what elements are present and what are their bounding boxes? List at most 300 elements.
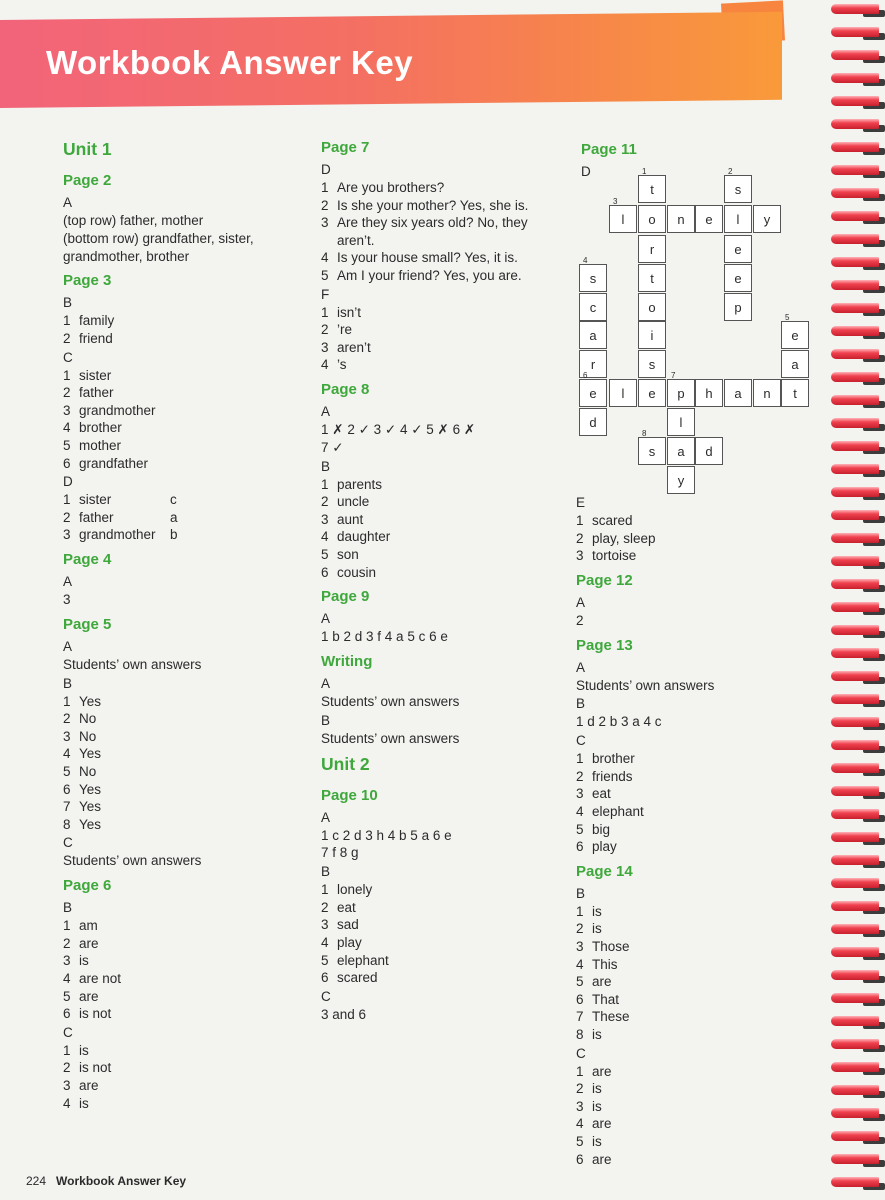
answer-line — [576, 785, 611, 803]
unit-heading: Unit 2 — [321, 753, 370, 774]
answer-number: 1 — [63, 918, 71, 934]
answer-line — [63, 1059, 111, 1077]
answer-number: 3 — [63, 527, 71, 543]
section-letter: B — [321, 864, 331, 880]
answer-number: 4 — [321, 935, 329, 950]
answer-line — [321, 321, 352, 339]
answer-number: 5 — [321, 547, 329, 562]
answer-word: is not — [79, 1060, 112, 1076]
crossword-letter: c — [589, 300, 597, 315]
section-letter: A — [63, 195, 73, 210]
answer-line — [321, 916, 359, 934]
answer-text: Students’ own answers — [63, 853, 202, 869]
answer-number: 3 — [321, 215, 329, 231]
answer-word: are — [79, 988, 99, 1004]
crossword-cell — [695, 379, 723, 407]
section-letter: C — [63, 835, 73, 851]
crossword-cell — [638, 235, 666, 263]
spiral-coil — [831, 73, 879, 83]
answer-line — [321, 339, 371, 357]
answer-line — [63, 455, 148, 473]
crossword-cell — [695, 205, 723, 233]
answer-text: 7 ✓ — [321, 439, 344, 455]
answer-line — [63, 710, 96, 728]
crossword-cell — [724, 167, 752, 203]
crossword-letter: y — [763, 212, 771, 227]
crossword-letter: n — [677, 212, 685, 227]
crossword-clue-number: 8 — [642, 429, 647, 438]
answer-word: is — [592, 921, 602, 937]
crossword-letter: d — [589, 415, 597, 430]
answer-number: 2 — [63, 1060, 71, 1076]
answer-line — [321, 969, 378, 987]
answer-word: That — [592, 991, 620, 1007]
answer-word: aren’t — [337, 339, 371, 355]
answer-word: sad — [337, 917, 359, 933]
answer-word: is — [592, 903, 602, 919]
spiral-coil — [831, 993, 879, 1003]
spiral-coil — [831, 50, 879, 60]
crossword-letter: s — [734, 182, 742, 197]
answer-word: scared — [337, 970, 378, 986]
answer-line — [576, 530, 656, 548]
crossword-letter: l — [679, 415, 683, 430]
spiral-coil — [831, 211, 879, 221]
answer-number: 3 — [63, 402, 71, 418]
crossword-letter: e — [734, 242, 742, 257]
crossword-clue-number: 2 — [728, 167, 733, 176]
crossword-letter: a — [589, 328, 597, 343]
answer-line — [576, 512, 633, 530]
answer-number: 2 — [576, 768, 584, 784]
answer-line — [576, 750, 635, 768]
crossword-letter: i — [650, 328, 654, 343]
crossword-letter: r — [649, 242, 655, 257]
crossword-cell — [609, 379, 637, 407]
crossword-cell — [667, 371, 695, 407]
answer-number: 4 — [576, 956, 584, 972]
crossword-clue-number: 7 — [671, 371, 676, 380]
answer-line — [321, 249, 518, 267]
answer-number: 2 — [321, 494, 329, 510]
answer-number: 3 — [576, 1098, 584, 1114]
answer-line — [63, 781, 101, 799]
crossword-cell — [638, 379, 666, 407]
answer-line — [321, 546, 359, 564]
answer-number: 4 — [63, 971, 71, 986]
answer-line — [576, 920, 602, 938]
section-letter: B — [63, 675, 73, 691]
answer-line — [63, 526, 178, 544]
page-number: 224 — [26, 1174, 47, 1188]
answer-number: 1 — [63, 367, 71, 383]
answer-text: Students’ own answers — [576, 677, 715, 693]
page-title: Workbook Answer Key — [46, 44, 414, 81]
answer-line — [63, 384, 114, 402]
answer-number: 1 — [576, 1063, 584, 1079]
spiral-coil — [831, 510, 879, 520]
answer-text: (top row) father, mother — [63, 213, 204, 228]
answer-line — [576, 803, 644, 821]
spiral-coil — [831, 27, 879, 37]
section-letter: A — [321, 611, 331, 627]
crossword-cell — [638, 429, 666, 465]
answer-word: Am I your friend? Yes, you are. — [337, 268, 522, 283]
answer-line — [63, 693, 101, 711]
crossword-letter: e — [705, 212, 713, 227]
section-letter: C — [63, 1024, 73, 1040]
answer-line — [321, 214, 528, 232]
answer-word: is — [592, 1134, 602, 1149]
answer-word: brother — [592, 751, 635, 767]
section-letter: B — [321, 458, 331, 474]
answer-number: 5 — [321, 268, 329, 283]
spiral-coil — [831, 809, 879, 819]
answer-line — [63, 816, 101, 834]
page-heading: Page 12 — [576, 571, 633, 589]
answer-word: Yes — [79, 799, 102, 815]
spiral-coil — [831, 648, 879, 658]
answer-number: 1 — [63, 313, 71, 329]
answer-line — [576, 768, 633, 786]
section-letter: C — [321, 988, 331, 1004]
answer-line — [576, 991, 619, 1009]
answer-word: big — [592, 821, 611, 837]
spiral-coil — [831, 1062, 879, 1072]
answer-number: 4 — [63, 420, 71, 436]
answer-line — [321, 881, 372, 899]
answer-number: 6 — [576, 1151, 584, 1167]
answer-word: play, sleep — [592, 530, 656, 546]
answer-line — [63, 952, 89, 970]
answer-word: son — [337, 547, 359, 562]
answer-number: 4 — [321, 357, 329, 373]
answer-number: 2 — [321, 322, 329, 338]
crossword-cell — [638, 293, 666, 321]
answer-line — [576, 1008, 630, 1026]
answer-number: 3 — [321, 511, 329, 527]
answer-line — [63, 491, 177, 509]
spiral-coil — [831, 533, 879, 543]
answer-number: 2 — [63, 385, 71, 401]
crossword-letter: a — [734, 386, 742, 401]
crossword-cell — [753, 205, 781, 233]
crossword-cell — [753, 379, 781, 407]
spiral-coil — [831, 947, 879, 957]
crossword-cell — [695, 437, 723, 465]
answer-line — [63, 970, 121, 988]
spiral-coil — [831, 303, 879, 313]
footer-label: Workbook Answer Key — [56, 1174, 187, 1188]
answer-word: am — [79, 918, 98, 934]
answer-text: Students’ own answers — [63, 656, 202, 672]
match-letter: b — [170, 527, 178, 543]
answer-word: cousin — [337, 564, 377, 580]
answer-word: Are you brothers? — [337, 180, 445, 195]
answer-line — [321, 493, 369, 511]
spiral-coil — [831, 556, 879, 566]
answer-line — [63, 419, 122, 437]
answer-number: 5 — [576, 1134, 584, 1149]
answer-line — [576, 903, 602, 921]
answer-continuation: aren’t. — [337, 232, 375, 248]
section-letter: A — [321, 809, 331, 825]
answer-number: 5 — [576, 821, 584, 837]
answer-number: 6 — [321, 564, 329, 580]
section-letter: C — [576, 1045, 586, 1061]
answer-word: grandfather — [79, 455, 149, 471]
answer-text: 7 f 8 g — [321, 845, 359, 861]
answer-number: 5 — [321, 952, 329, 968]
spiral-coil — [831, 602, 879, 612]
answer-number: 6 — [321, 970, 329, 986]
page-heading: Page 10 — [321, 786, 378, 804]
crossword-letter: t — [650, 271, 654, 286]
answer-line — [576, 938, 630, 956]
answer-word: aunt — [337, 511, 364, 527]
crossword-letter: l — [621, 386, 625, 401]
crossword-letter: e — [648, 386, 656, 401]
spiral-coil — [831, 1039, 879, 1049]
answer-word: are — [592, 1063, 612, 1079]
answer-number: 1 — [63, 1042, 71, 1058]
answer-number: 1 — [576, 903, 584, 919]
answer-word: Yes — [79, 746, 102, 762]
spiral-coil — [831, 832, 879, 842]
answer-number: 1 — [321, 304, 329, 320]
answer-text: 1 ✗ 2 ✓ 3 ✓ 4 ✓ 5 ✗ 6 ✗ — [321, 422, 476, 437]
answer-line — [576, 821, 610, 839]
section-letter: B — [576, 885, 586, 901]
spiral-coil — [831, 924, 879, 934]
answer-number: 5 — [576, 974, 584, 990]
crossword-cell — [579, 408, 607, 436]
spiral-coil — [831, 280, 879, 290]
spiral-coil — [831, 579, 879, 589]
answer-number: 1 — [321, 180, 329, 195]
answer-word: Those — [592, 939, 630, 954]
spiral-coil — [831, 165, 879, 175]
answer-number: 6 — [576, 991, 584, 1007]
answer-line — [576, 838, 617, 856]
crossword-cell — [667, 437, 695, 465]
crossword-cell — [724, 264, 752, 292]
answer-line — [63, 728, 96, 746]
answer-line — [321, 356, 347, 374]
answer-word: is — [79, 1042, 89, 1058]
page-heading: Page 4 — [63, 551, 112, 568]
section-letter: F — [321, 286, 330, 302]
crossword-clue-number: 1 — [642, 167, 647, 176]
answer-line — [576, 1063, 612, 1081]
crossword-cell — [638, 321, 666, 349]
answer-number: 8 — [576, 1027, 584, 1042]
spiral-coil — [831, 763, 879, 773]
answer-number: 3 — [576, 939, 584, 954]
answer-word: is — [592, 1081, 602, 1097]
answer-number: 1 — [321, 476, 329, 492]
section-letter: A — [63, 574, 73, 589]
answer-line — [63, 798, 101, 816]
answer-number: 2 — [321, 899, 329, 915]
answer-number: 5 — [63, 764, 71, 779]
answer-line — [63, 509, 178, 527]
answer-word: is not — [79, 1006, 112, 1022]
answer-line — [321, 952, 389, 970]
crossword-cell — [579, 293, 607, 321]
crossword-letter: l — [736, 212, 740, 227]
crossword-letter: s — [589, 271, 597, 286]
answer-number: 2 — [321, 197, 329, 213]
crossword-cell — [781, 379, 809, 407]
spiral-binding — [829, 0, 885, 1200]
answer-number: 3 — [576, 548, 584, 564]
crossword-cell — [638, 205, 666, 233]
crossword-letter: p — [677, 386, 685, 401]
crossword-letter: s — [648, 444, 656, 459]
answer-line — [63, 935, 99, 953]
answer-number: 4 — [576, 1116, 584, 1132]
spiral-coil — [831, 901, 879, 911]
answer-word: friends — [592, 768, 633, 784]
answer-number: 3 — [63, 1078, 71, 1093]
crossword-cell — [579, 321, 607, 349]
crossword-cell — [638, 350, 666, 378]
match-letter: a — [170, 509, 178, 525]
crossword-cell — [579, 256, 607, 292]
answer-number: 4 — [63, 746, 71, 762]
crossword-letter: e — [589, 386, 597, 401]
answer-number: 3 — [321, 917, 329, 933]
answer-number: 4 — [576, 804, 584, 819]
crossword-letter: h — [705, 386, 713, 401]
section-letter: A — [63, 638, 73, 654]
answer-line — [576, 1151, 612, 1169]
answer-number: 1 — [321, 882, 329, 898]
answer-line — [63, 1005, 111, 1023]
answer-word: These — [592, 1009, 630, 1025]
answer-number: 2 — [576, 921, 584, 937]
answer-line — [321, 304, 361, 322]
answer-line — [321, 511, 363, 529]
page-heading: Page 5 — [63, 615, 112, 633]
answer-line — [321, 197, 528, 215]
spiral-coil — [831, 671, 879, 681]
spiral-coil — [831, 257, 879, 267]
answer-word: is — [79, 1095, 89, 1111]
spiral-coil — [831, 142, 879, 152]
answer-word: is — [592, 1098, 602, 1114]
answer-line — [63, 1042, 89, 1060]
spiral-coil — [831, 1108, 879, 1118]
page-heading: Page 3 — [63, 272, 112, 290]
spiral-coil — [831, 441, 879, 451]
crossword-letter: o — [648, 212, 656, 227]
answer-word: is — [79, 953, 89, 969]
crossword-cell — [638, 167, 666, 203]
answer-word: This — [592, 956, 618, 972]
spiral-coil — [831, 878, 879, 888]
answer-word: sister — [79, 367, 112, 383]
answer-word: elephant — [337, 952, 389, 968]
answer-text: Students’ own answers — [321, 730, 460, 746]
answer-line — [321, 528, 390, 546]
answer-text: 1 d 2 b 3 a 4 c — [576, 714, 662, 730]
section-letter: B — [63, 900, 73, 916]
answer-word: scared — [592, 513, 633, 528]
crossword-cell — [667, 408, 695, 436]
page-heading: Page 13 — [576, 636, 633, 654]
section-letter: B — [321, 712, 331, 728]
answer-number: 2 — [576, 1081, 584, 1097]
crossword-cell — [724, 205, 752, 233]
answer-text: 1 b 2 d 3 f 4 a 5 c 6 e — [321, 629, 448, 645]
section-letter: A — [321, 404, 331, 419]
page-heading: Page 8 — [321, 381, 370, 398]
answer-word: father — [79, 509, 114, 525]
section-letter: A — [321, 676, 331, 691]
crossword-letter: s — [648, 357, 656, 372]
answer-line — [63, 763, 96, 781]
answer-number: 8 — [63, 816, 71, 832]
answer-word: Yes — [79, 693, 102, 709]
answer-text: (bottom row) grandfather, sister, — [63, 230, 254, 246]
answer-number: 4 — [321, 529, 329, 545]
answer-word: father — [79, 385, 114, 401]
spiral-coil — [831, 1131, 879, 1141]
crossword-letter: a — [791, 357, 799, 372]
answer-number: 3 — [63, 953, 71, 969]
answer-number: 2 — [63, 509, 71, 525]
answer-word: tortoise — [592, 548, 637, 564]
page-heading: Writing — [321, 653, 373, 670]
answer-number: 6 — [63, 781, 71, 797]
match-letter: c — [170, 492, 177, 508]
answer-line — [321, 476, 382, 494]
answer-line — [63, 1095, 89, 1113]
spiral-coil — [831, 119, 879, 129]
answer-text: 3 — [63, 592, 71, 607]
answer-text: 1 c 2 d 3 h 4 b 5 a 6 e — [321, 827, 452, 843]
answer-number: 4 — [63, 1095, 71, 1111]
answer-number: 6 — [576, 839, 584, 855]
answer-number: 7 — [63, 799, 71, 815]
answer-line — [63, 330, 113, 348]
spiral-coil — [831, 717, 879, 727]
crossword-cell — [667, 466, 695, 494]
crossword-letter: p — [734, 300, 742, 315]
spiral-coil — [831, 418, 879, 428]
page-heading: Page 14 — [576, 862, 633, 880]
page-heading: Page 2 — [63, 172, 112, 189]
spiral-coil — [831, 349, 879, 359]
section-letter: B — [576, 696, 586, 712]
crossword-cell — [781, 313, 809, 349]
crossword-cell — [724, 235, 752, 263]
answer-number: 1 — [576, 513, 584, 528]
unit-heading: Unit 1 — [63, 139, 112, 159]
answer-line — [63, 745, 101, 763]
answer-word: ’re — [337, 322, 353, 338]
answer-word: play — [592, 839, 617, 855]
section-letter: A — [576, 594, 586, 610]
answer-number: 6 — [63, 455, 71, 471]
spiral-coil — [831, 625, 879, 635]
answer-number: 2 — [576, 530, 584, 546]
answer-text: 2 — [576, 612, 584, 628]
answer-word: are — [592, 1116, 612, 1132]
section-letter: E — [576, 495, 586, 510]
